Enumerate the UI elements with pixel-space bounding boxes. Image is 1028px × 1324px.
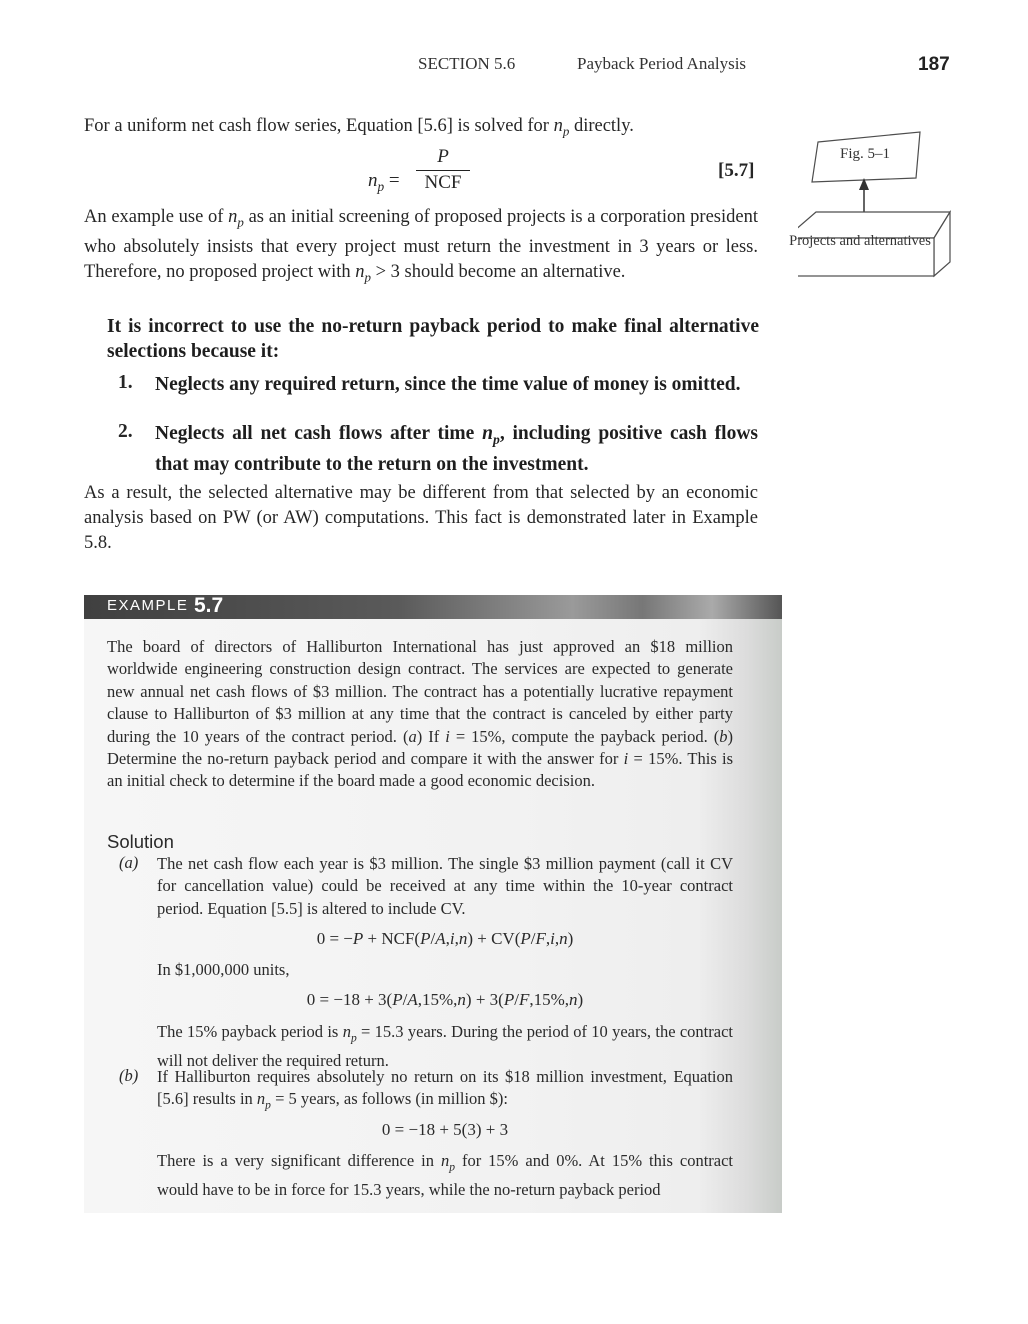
part-a-result: The 15% payback period is $n_p = 15.3$ years. During the period of 10 years, the contract will not deliver the required return.: [157, 1022, 733, 1070]
page-number: 187: [918, 54, 950, 75]
equation-numerator: P: [416, 146, 470, 171]
equation-fraction: [416, 146, 470, 194]
part-b-text: If Halliburton requires absolutely no return on its $18 million investment, Equation [5.6] results in $n_p = 5$ years, as follows (in million $):: [157, 1067, 733, 1112]
equation-general: 0 = −P + NCF(P/A,i,n) + CV(P/F,i,n): [316, 929, 574, 948]
example-label: EXAMPLE: [107, 597, 189, 614]
bold-statement: It is incorrect to use the no-return payback period to make final alternative selections because it:: [107, 316, 759, 362]
part-b-label: (b): [119, 1066, 139, 1085]
margin-figure: [789, 128, 968, 288]
example-problem: The board of directors of Halliburton International has just approved an $18 million worldwide engineering construction design contract. The services are expected to generate new annual net cash flows of $3 million. The contract has a potentially lucrative repayment clause to Halliburton of $3 million at any time that the contract is canceled by either party during the 10 years of the contract period. (a) If i = 15%, compute the payback period. (b) Determine the no-return payback period and compare it with the answer for i = 15%. This is an initial check to determine if the board made a good economic decision.: [107, 637, 734, 791]
section-label: SECTION 5.6: [418, 54, 516, 73]
figure-box-label: Projects and alternatives: [789, 233, 931, 249]
paragraph-conclusion: As a result, the selected alternative may be different from that selected by an economic analysis based on PW (or AW) computations. This fact is demonstrated later in Example 5.8.: [84, 483, 758, 553]
equation-lhs: $n_p$ =: [368, 170, 400, 194]
figure-label: Fig. 5–1: [839, 146, 890, 162]
reason-item: Neglects all net cash flows after time $n_p$, including positive cash flows that may contribute to the return on the investment.: [155, 423, 758, 475]
part-a-label: (a): [119, 853, 139, 872]
solution-heading: Solution: [107, 831, 174, 852]
running-title: Payback Period Analysis: [577, 54, 747, 73]
example-number: 5.7: [194, 594, 224, 617]
reason-number: 1.: [118, 372, 133, 393]
equation-denominator: NCF: [424, 172, 462, 193]
equation-numeric: 0 = −18 + 3(P/A,15%,n) + 3(P/F,15%,n): [306, 990, 584, 1009]
units-line: In $1,000,000 units,: [157, 960, 290, 979]
part-b-result: There is a very significant difference in $n_p$ for 15% and 0%. At 15% this contract would have to be in force for 15.3 years, while the no-return payback period: [157, 1151, 734, 1199]
example-header-bar: [84, 595, 782, 619]
part-a-text: The net cash flow each year is $3 million. The single $3 million payment (call it CV for cancellation value) could be received at any time within the 10-year contract period. Equation [5.5] is altered to include CV.: [157, 854, 733, 918]
reason-item: Neglects any required return, since the time value of money is omitted.: [155, 374, 741, 395]
reason-number: 2.: [118, 421, 133, 442]
equation-tag: [5.7]: [718, 160, 755, 181]
intro-line: For a uniform net cash flow series, Equation [5.6] is solved for $n_p$ directly.: [84, 116, 634, 139]
paragraph-screening: An example use of $n_p$ as an initial screening of proposed projects is a corporation president who absolutely insists that every project must return the investment in 3 years or less. Therefore, no proposed project with $n_p > 3$ should become an alternative.: [84, 207, 758, 285]
equation-no-return: 0 = −18 + 5(3) + 3: [381, 1120, 509, 1139]
